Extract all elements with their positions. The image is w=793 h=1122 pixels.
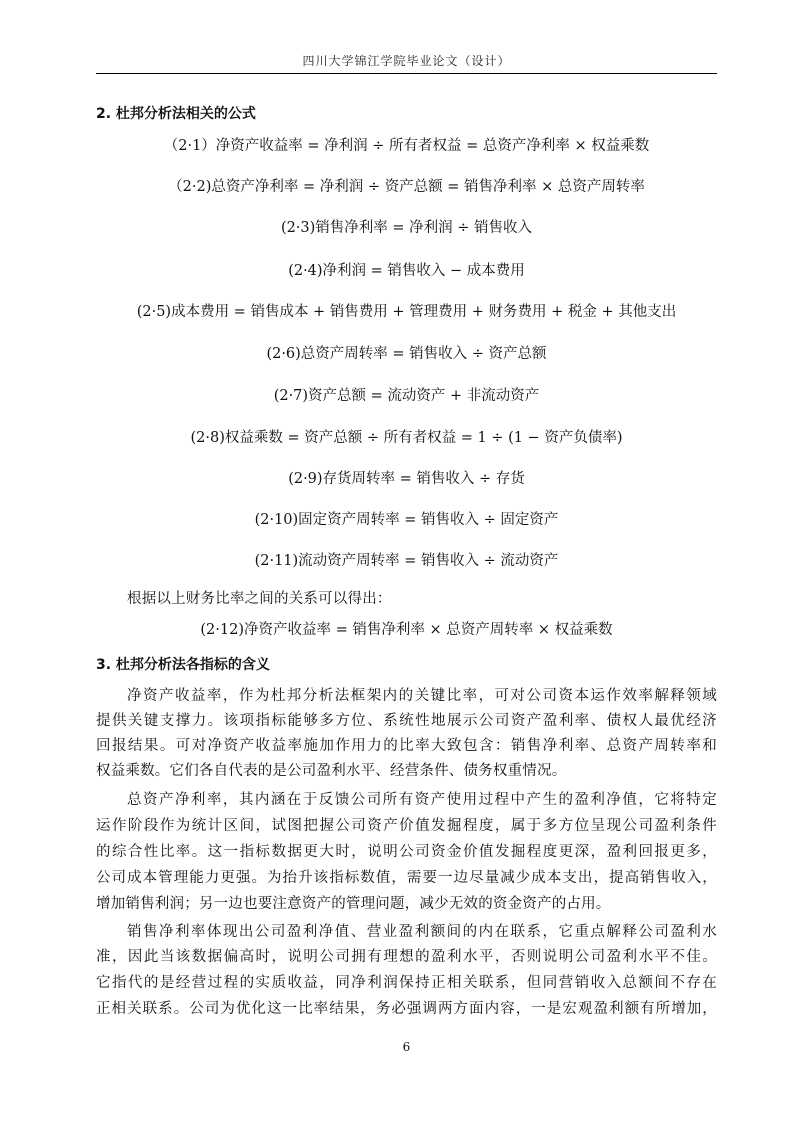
paragraph-roe-line: 回报结果。可对净资产收益率施加作用力的比率大致包含：销售净利率、总资产周转率和 — [96, 738, 717, 754]
formula-2-5: (2·5)成本费用 = 销售成本 + 销售费用 + 管理费用 + 财务费用 + 税金 + 其他支出 — [136, 304, 677, 320]
page-number: 6 — [402, 1040, 411, 1054]
formula-intro-text: 根据以上财务比率之间的关系可以得出： — [127, 591, 392, 607]
header-rule — [96, 73, 717, 74]
paragraph-net-margin-line: 正相关联系。公司为优化这一比率结果，务必强调两方面内容，一是宏观盈利额有所增加， — [96, 1001, 717, 1017]
section-heading-meanings: 3. 杜邦分析法各指标的含义 — [96, 657, 270, 673]
formula-2-1: （2·1）净资产收益率 = 净利润 ÷ 所有者权益 = 总资产净利率 × 权益乘数 — [163, 138, 650, 154]
formula-2-9: (2·9)存货周转率 = 销售收入 ÷ 存货 — [288, 471, 525, 487]
formula-2-10: (2·10)固定资产周转率 = 销售收入 ÷ 固定资产 — [254, 512, 559, 528]
paragraph-roe-line: 提供关键支撑力。该项指标能够多方位、系统性地展示公司资产盈利率、债权人最优经济 — [96, 713, 717, 729]
paragraph-roe-line: 净资产收益率，作为杜邦分析法框架内的关键比率，可对公司资本运作效率解释领域 — [127, 688, 717, 704]
paragraph-roa-line: 运作阶段作为统计区间，试图把握公司资产价值发掘程度，属于多方位呈现公司盈利条件 — [96, 818, 717, 834]
paragraph-roa-line: 总资产净利率，其内涵在于反馈公司所有资产使用过程中产生的盈利净值，它将特定 — [127, 792, 717, 808]
paragraph-roa-line: 公司成本管理能力更强。为抬升该指标数值，需要一边尽量减少成本支出，提高销售收入， — [96, 870, 717, 886]
paragraph-net-margin-line: 它指代的是经营过程的实质收益，同净利润保持正相关联系，但同营销收入总额间不存在 — [96, 975, 717, 991]
formula-2-2: （2·2)总资产净利率 = 净利润 ÷ 资产总额 = 销售净利率 × 总资产周转率 — [168, 179, 645, 195]
running-header: 四川大学锦江学院毕业论文（设计） — [302, 54, 511, 68]
paragraph-roe-line: 权益乘数。它们各自代表的是公司盈利水平、经营条件、债务权重情况。 — [96, 763, 567, 779]
paragraph-roa-line: 增加销售利润；另一边也要注意资产的管理问题，减少无效的资金资产的占用。 — [96, 896, 611, 912]
paragraph-net-margin-line: 销售净利率体现出公司盈利净值、营业盈利额间的内在联系，它重点解释公司盈利水 — [127, 924, 717, 940]
formula-2-8: (2·8)权益乘数 = 资产总额 ÷ 所有者权益 = 1 ÷ (1 − 资产负债率) — [190, 430, 623, 446]
formula-2-6: (2·6)总资产周转率 = 销售收入 ÷ 资产总额 — [266, 346, 547, 362]
paragraph-roa-line: 的综合性比率。这一指标数据更大时，说明公司资金价值发掘程度更深，盈利回报更多， — [96, 844, 717, 860]
formula-2-11: (2·11)流动资产周转率 = 销售收入 ÷ 流动资产 — [254, 553, 559, 569]
formula-2-4: (2·4)净利润 = 销售收入 − 成本费用 — [288, 263, 525, 279]
formula-2-3: (2·3)销售净利率 = 净利润 ÷ 销售收入 — [280, 220, 533, 236]
paragraph-net-margin-line: 准，因此当该数据偏高时，说明公司拥有理想的盈利水平，否则说明公司盈利水平不佳。 — [96, 949, 717, 965]
formula-2-12: (2·12)净资产收益率 = 销售净利率 × 总资产周转率 × 权益乘数 — [200, 622, 613, 638]
formula-2-7: (2·7)资产总额 = 流动资产 + 非流动资产 — [273, 388, 540, 404]
section-heading-formulas: 2. 杜邦分析法相关的公式 — [96, 106, 256, 122]
